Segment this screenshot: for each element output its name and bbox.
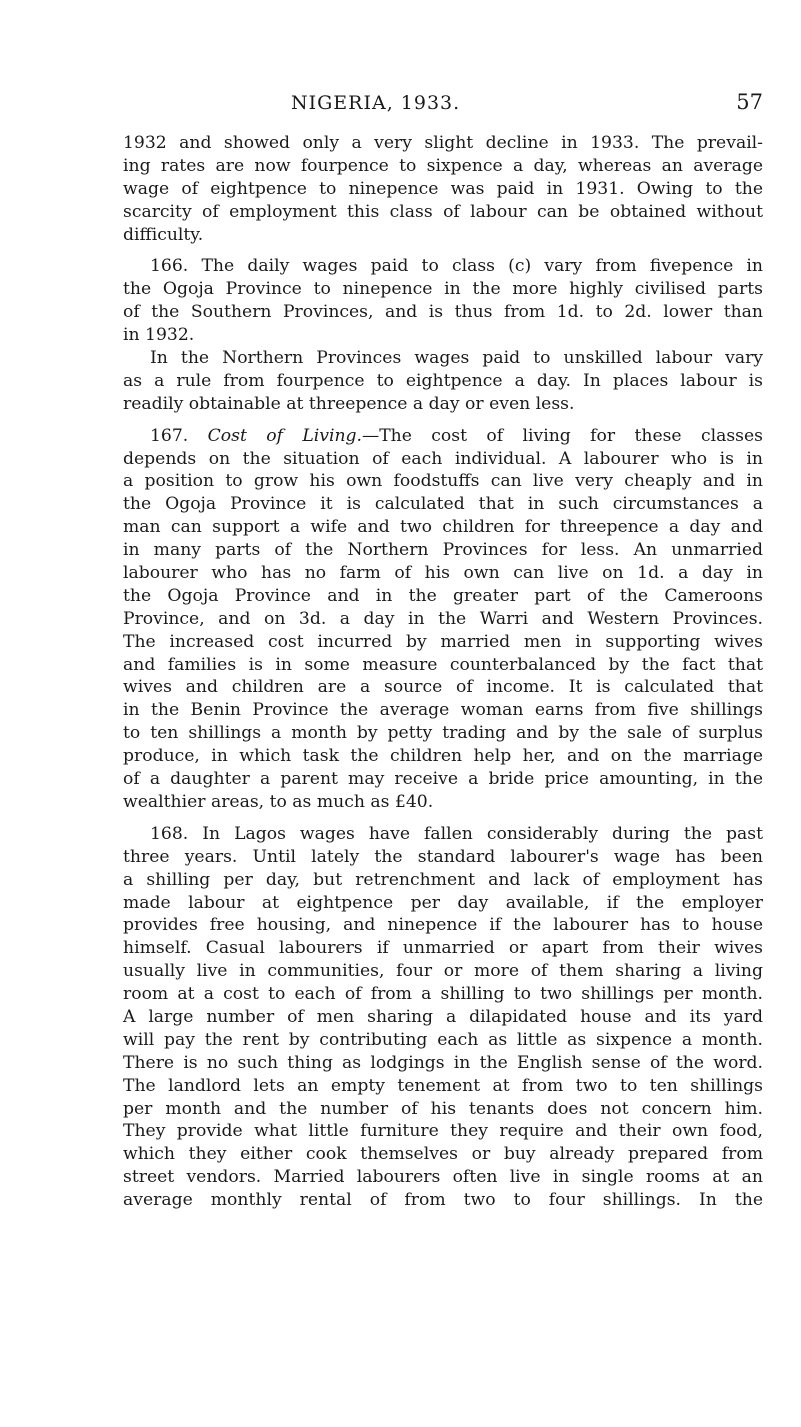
text-line: The increased cost incurred by married men in supporting wives — [123, 631, 763, 652]
text-line: to ten shillings a month by petty trading and by the sale of surplus — [123, 723, 763, 744]
text-line: and families is in some measure counterbalanced by the fact that — [123, 654, 763, 675]
text-line: per month and the number of his tenants does not concern him. — [123, 1098, 763, 1119]
text-line: labourer who has no farm of his own can live on 1d. a day in — [123, 563, 763, 584]
text-line: wage of eightpence to ninepence was paid in 1931. Owing to the — [123, 178, 763, 199]
text-line: in 1932. — [123, 325, 195, 346]
text-line: which they either cook themselves or buy already prepared from — [123, 1144, 763, 1165]
text-line: three years. Until lately the standard labourer's wage has been — [123, 846, 763, 867]
text-line: A large number of men sharing a dilapidated house and its yard — [123, 1006, 763, 1027]
page-number: 57 — [736, 90, 763, 114]
text-line: ing rates are now fourpence to sixpence a day, whereas an average — [123, 155, 763, 176]
text-line: 1932 and showed only a very slight decline in 1933. The prevail- — [123, 133, 763, 153]
text-line: will pay the rent by contributing each as little as sixpence a month. — [123, 1029, 763, 1050]
text-line: in the Benin Province the average woman earns from five shillings — [123, 700, 763, 721]
text-line: 168. In Lagos wages have fallen considerably during the past — [150, 823, 763, 844]
text-line: 166. The daily wages paid to class (c) vary from fivepence in — [150, 256, 763, 277]
text-line: In the Northern Provinces wages paid to unskilled labour vary — [150, 348, 763, 369]
italic-side-heading: Cost of Living. — [207, 425, 363, 446]
text-line: a position to grow his own foodstuffs can live very cheaply and in — [123, 471, 763, 492]
paragraph-167 — [123, 425, 763, 814]
text-line: the Ogoja Province it is calculated that in such circumstances a — [123, 494, 763, 515]
text-line: a shilling per day, but retrenchment and lack of employment has — [123, 869, 763, 890]
paragraph-northern-provinces — [123, 347, 763, 416]
paragraph-continuation — [123, 132, 763, 246]
text-line: There is no such thing as lodgings in the English sense of the word. — [123, 1052, 763, 1073]
text-line: depends on the situation of each individual. A labourer who is in — [123, 448, 763, 469]
text-line: Province, and on 3d. a day in the Warri and Western Provinces. — [123, 608, 763, 629]
page-header — [123, 92, 763, 122]
paragraph-number: 167. — [150, 425, 208, 446]
text-line: produce, in which task the children help her, and on the marriage — [123, 746, 763, 767]
text-line: in many parts of the Northern Provinces for less. An unmarried — [123, 540, 763, 561]
text-line: average monthly rental of from two to four shillings. In the — [123, 1190, 763, 1211]
text-line-with-italic-heading — [123, 425, 763, 448]
text-line: the Ogoja Province to ninepence in the more highly civilised parts — [123, 279, 763, 300]
running-head: NIGERIA, 1933. — [291, 92, 461, 114]
text-line: readily obtainable at threepence a day or even less. — [123, 393, 575, 414]
text-line: as a rule from fourpence to eightpence a day. In places labour is — [123, 370, 763, 391]
text-line: wives and children are a source of income. It is calculated that — [123, 677, 763, 698]
paragraph-166 — [123, 255, 763, 347]
text-line: the Ogoja Province and in the greater part of the Cameroons — [123, 585, 763, 606]
text-line: room at a cost to each of from a shilling to two shillings per month. — [123, 984, 763, 1005]
text-line: man can support a wife and two children for threepence a day and — [123, 517, 763, 538]
text-line: street vendors. Married labourers often live in single rooms at an — [123, 1167, 763, 1188]
text-line: of the Southern Provinces, and is thus from 1d. to 2d. lower than — [123, 302, 763, 323]
text-line: scarcity of employment this class of labour can be obtained without — [123, 201, 763, 222]
text-line: of a daughter a parent may receive a bride price amounting, in the — [123, 769, 763, 790]
line-remainder: —The cost of living for these classes — [362, 425, 763, 446]
text-line: usually live in communities, four or more of them sharing a living — [123, 961, 763, 982]
body-text — [123, 132, 763, 1212]
text-line: They provide what little furniture they require and their own food, — [123, 1121, 763, 1142]
text-line: provides free housing, and ninepence if the labourer has to house — [123, 915, 763, 936]
text-line: difficulty. — [123, 224, 204, 245]
text-line: himself. Casual labourers if unmarried or apart from their wives — [123, 938, 763, 959]
paragraph-168 — [123, 823, 763, 1212]
text-line: wealthier areas, to as much as £40. — [123, 791, 434, 812]
text-line: The landlord lets an empty tenement at from two to ten shillings — [123, 1075, 763, 1096]
text-line: made labour at eightpence per day available, if the employer — [123, 892, 763, 913]
